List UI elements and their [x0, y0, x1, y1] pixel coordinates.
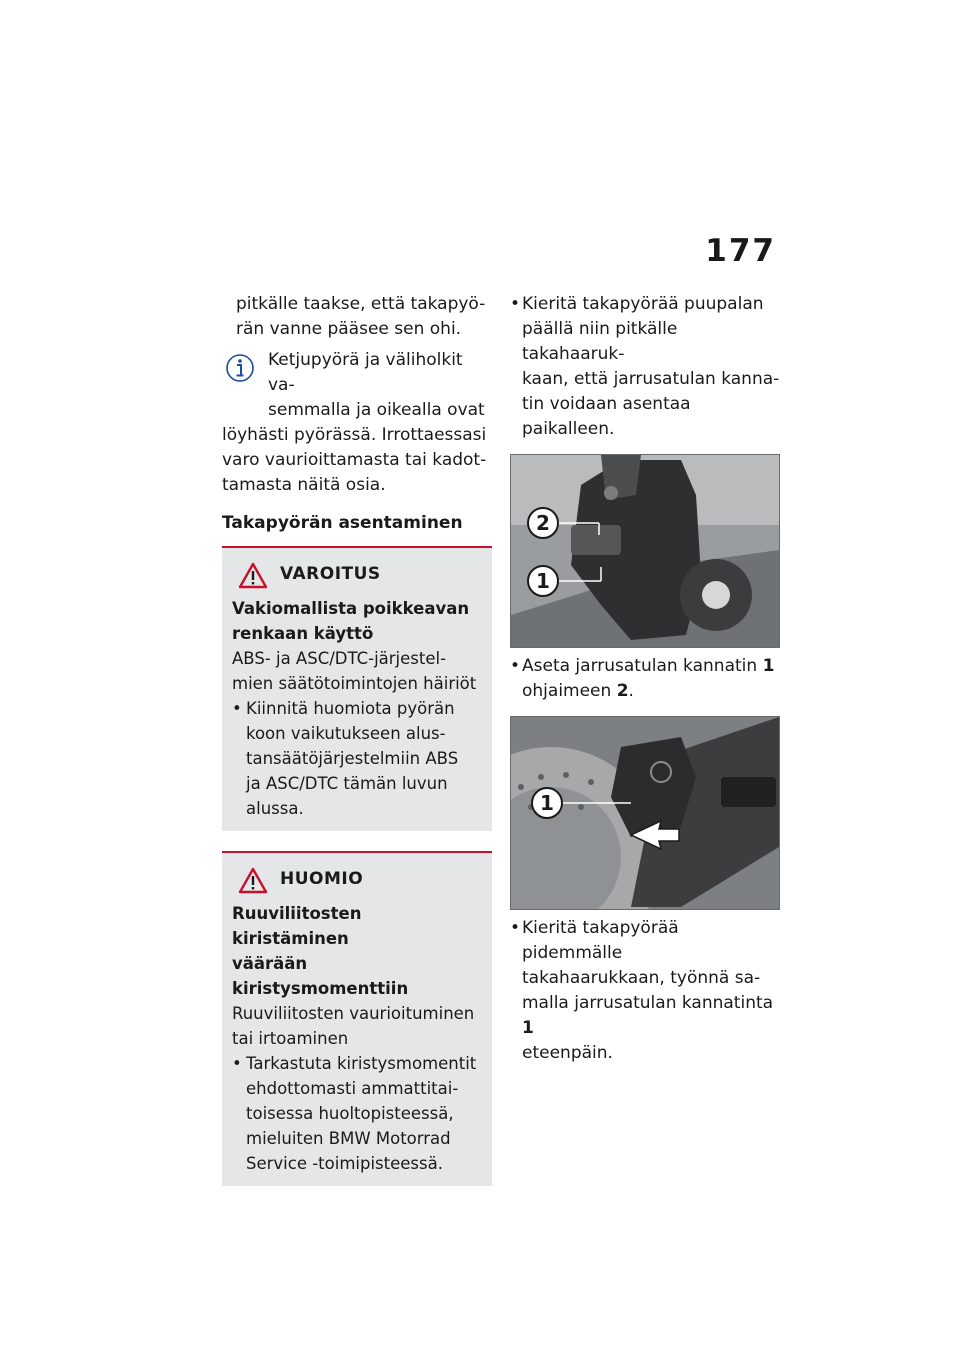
info-note [222, 348, 492, 498]
bullet-line: tansäätöjärjestelmiin ABS [246, 749, 459, 768]
note-line: Ketjupyörä ja väliholkit va- [268, 350, 463, 395]
step-1 [510, 292, 782, 442]
page-number: 177 [705, 233, 776, 269]
step-line: takahaarukkaan, työnnä sa- [522, 968, 761, 988]
caution-bullet [232, 1051, 482, 1176]
section-heading: Takapyörän asentaminen [222, 513, 463, 533]
left-column [222, 292, 492, 1186]
bullet-dot: • [232, 1054, 242, 1073]
info-icon [224, 352, 256, 384]
bullet-dot: • [510, 294, 521, 314]
step-line: tin voidaan asentaa paikalleen. [522, 394, 691, 439]
step-text: Aseta jarrusatulan kannatin [522, 656, 763, 676]
warning-text-line: mien säätötoimintojen häiriöt [232, 674, 477, 693]
warning-bullet [232, 696, 482, 821]
warning-label: VAROITUS [280, 564, 381, 584]
caution-title-line: Ruuviliitosten kiristäminen [232, 904, 362, 948]
caution-text-line: tai irtoaminen [232, 1029, 349, 1048]
photo-label-2: 2 [536, 511, 550, 535]
step-2 [510, 654, 782, 704]
caution-box [222, 851, 492, 1186]
photo-label-1: 1 [536, 569, 550, 593]
note-line: varo vaurioittamasta tai kadot- [222, 450, 487, 470]
bullet-dot: • [232, 699, 242, 718]
bullet-line: ehdottomasti ammattitai- [246, 1079, 459, 1098]
warning-triangle-icon [238, 562, 268, 589]
right-column [510, 292, 782, 1066]
warning-title-line: Vakiomallista poikkeavan [232, 599, 470, 618]
note-line: semmalla ja oikealla ovat [268, 400, 485, 420]
step-ref: 1 [762, 656, 775, 676]
step-text: . [628, 681, 634, 701]
step-text: ohjaimeen [522, 681, 617, 701]
caution-title-line: väärään kiristysmomenttiin [232, 954, 409, 998]
bullet-line: toisessa huoltopisteessä, [246, 1104, 454, 1123]
step-line: Kieritä takapyörää puupalan [522, 294, 764, 314]
step-ref: 1 [522, 1018, 534, 1038]
photo-brake-disc [510, 716, 780, 910]
bullet-line: Tarkastuta kiristysmomentit [246, 1054, 477, 1073]
step-line: Kieritä takapyörää pidemmälle [522, 918, 679, 963]
step-text: eteenpäin. [522, 1043, 613, 1063]
step-line: päällä niin pitkälle takahaaruk- [522, 319, 678, 364]
caution-text-line: Ruuviliitosten vaurioituminen [232, 1004, 475, 1023]
warning-title-line: renkaan käyttö [232, 624, 374, 643]
bullet-line: mieluiten BMW Motorrad [246, 1129, 451, 1148]
photo-caliper-carrier [510, 454, 780, 648]
note-line: löyhästi pyörässä. Irrottaessasi [222, 425, 487, 445]
photo-label-1: 1 [540, 791, 554, 815]
bullet-line: alussa. [246, 799, 304, 818]
bullet-dot: • [510, 656, 521, 676]
warning-text-line: ABS- ja ASC/DTC-järjestel- [232, 649, 447, 668]
warning-box [222, 546, 492, 831]
caution-label: HUOMIO [280, 869, 364, 889]
bullet-line: Service -toimipisteessä. [246, 1154, 443, 1173]
warning-triangle-icon [238, 867, 268, 894]
bullet-line: Kiinnitä huomiota pyörän [246, 699, 455, 718]
step-line: kaan, että jarrusatulan kanna- [522, 369, 780, 389]
bullet-line: koon vaikutukseen alus- [246, 724, 446, 743]
note-line: tamasta näitä osia. [222, 475, 386, 495]
step-3 [510, 916, 782, 1066]
intro-line: rän vanne pääsee sen ohi. [236, 319, 462, 339]
step-text: malla jarrusatulan kannatinta [522, 993, 774, 1013]
intro-line: pitkälle taakse, että takapyö- [236, 294, 486, 314]
step-ref: 2 [616, 681, 629, 701]
bullet-line: ja ASC/DTC tämän luvun [246, 774, 448, 793]
bullet-dot: • [510, 918, 521, 938]
